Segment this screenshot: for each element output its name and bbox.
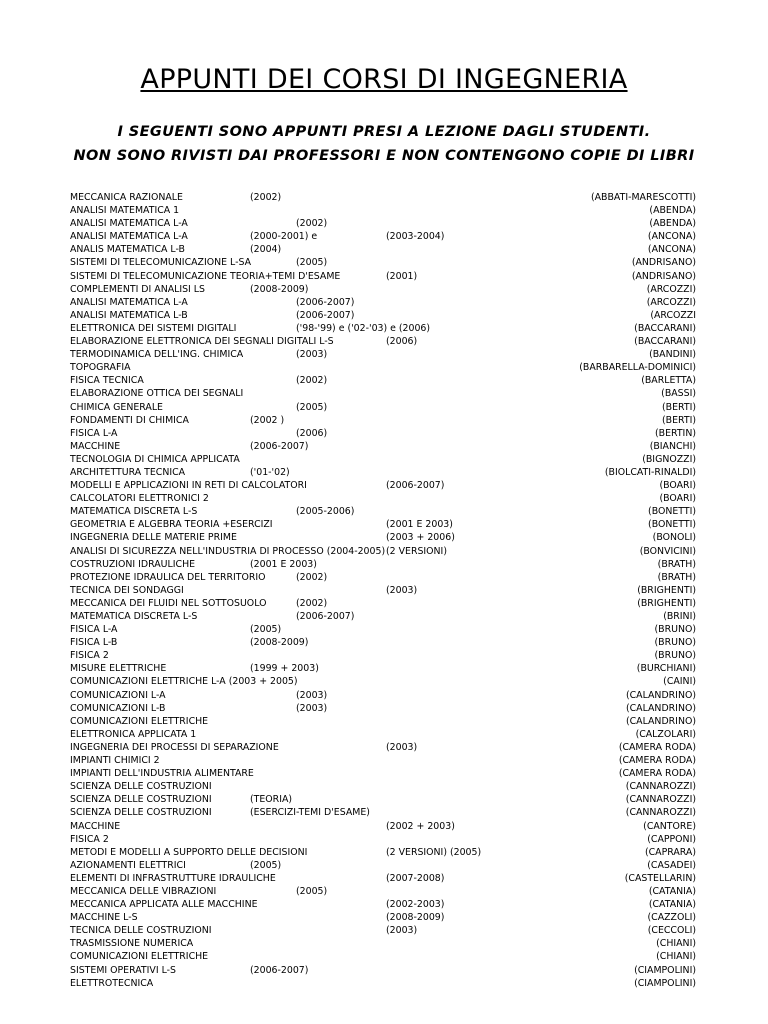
list-item [70,662,696,675]
list-item [70,414,696,427]
course-detail: (2002) [250,192,282,203]
course-list [70,191,696,990]
course-name: IMPIANTI CHIMICI 2 [70,755,160,767]
list-item [70,806,696,819]
professor-name: (BRIGHENTI) [637,597,696,609]
list-item [70,754,696,767]
professor-name: (ANCONA) [647,244,696,256]
professor-name: (BASSI) [661,388,696,400]
list-item [70,767,696,780]
list-item [70,885,696,898]
list-item [70,689,696,702]
list-item [70,479,696,492]
list-item [70,924,696,937]
list-item [70,702,696,715]
course-detail: (2002) [296,571,328,583]
list-item [70,728,696,741]
course-name: ANALIS MATEMATICA L-B [70,244,185,256]
list-item [70,296,696,309]
list-item [70,270,696,283]
list-item [70,558,696,571]
course-detail: ('98-'99) e ('02-'03) e (2006) [296,322,431,334]
list-item [70,780,696,793]
professor-name: (CANNAROZZI) [625,807,696,819]
professor-name: (CATANIA) [648,899,696,911]
list-item [70,230,696,243]
professor-name: (BRATH) [657,571,696,583]
course-detail: (2002) [296,218,328,230]
course-name: MACCHINE [70,820,121,832]
professor-name: (BRIGHENTI) [637,584,696,596]
course-name: TECNICA DELLE COSTRUZIONI [70,925,212,937]
course-name: ELETTRONICA DEI SISTEMI DIGITALI [70,322,237,334]
list-item [70,322,696,335]
list-item [70,846,696,859]
course-name: METODI E MODELLI A SUPPORTO DELLE DECISIONI [70,846,308,858]
course-name: MACCHINE L-S [70,912,138,924]
course-name: FISICA L-A [70,624,118,636]
course-name: TECNOLOGIA DI CHIMICA APPLICATA [70,453,240,465]
course-name: ANALISI MATEMATICA L-B [70,309,188,321]
course-detail: (2005) [296,401,328,413]
professor-name: (BIOLCATI-RINALDI) [604,466,696,478]
list-item [70,675,696,688]
course-name: SISTEMI OPERATIVI L-S [70,964,176,976]
professor-name: (ABENDA) [649,218,696,230]
course-name: ELETTROTECNICA [70,977,154,989]
course-name: TRASMISSIONE NUMERICA [70,938,194,950]
list-item [70,571,696,584]
professor-name: (BONOLI) [652,532,696,544]
course-name: AZIONAMENTI ELETTRICI [70,859,186,871]
professor-name: (CALANDRINO) [625,702,696,714]
list-item [70,440,696,453]
professor-name: (CASADEI) [647,859,696,871]
course-detail: ('01-'02) [250,466,290,478]
professor-name: (CIAMPOLINI) [634,977,696,989]
course-name: COMUNICAZIONI ELETTRICHE [70,951,209,963]
course-detail: (2003) [296,702,328,714]
professor-name: (CALANDRINO) [625,715,696,727]
course-detail: (2005) [250,624,282,636]
course-name: SCIENZA DELLE COSTRUZIONI [70,794,212,806]
course-name: ANALISI MATEMATICA L-A [70,231,188,243]
list-item [70,741,696,754]
list-item [70,217,696,230]
professor-name: (CANNAROZZI) [625,794,696,806]
course-detail: (2003) [386,925,418,937]
professor-name: (CAMERA RODA) [618,741,696,753]
course-name: ANALISI MATEMATICA L-A [70,296,188,308]
course-detail: (2006) [296,427,328,439]
course-name: FONDAMENTI DI CHIMICA [70,414,189,426]
course-name: FISICA L-B [70,637,118,649]
course-detail: (2008-2009) [250,637,309,649]
list-item [70,937,696,950]
list-item [70,584,696,597]
course-name: CALCOLATORI ELETTRONICI 2 [70,493,209,505]
list-item [70,256,696,269]
course-detail: (2002 ) [250,414,285,426]
list-item [70,964,696,977]
professor-name: (CALANDRINO) [625,689,696,701]
professor-name: (CAMERA RODA) [618,755,696,767]
course-detail: (2002) [296,375,328,387]
professor-name: (BRINI) [663,611,696,622]
list-item [70,531,696,544]
professor-name: (BACCARANI) [634,322,696,334]
professor-name: (CANNAROZZI) [625,781,696,793]
list-item [70,518,696,531]
professor-name: (ARCOZZI) [646,296,696,308]
list-item [70,833,696,846]
course-detail: (2002 + 2003) [386,820,455,832]
list-item [70,191,696,204]
list-item [70,820,696,833]
professor-name: (ANDRISANO) [631,257,696,269]
course-detail: (1999 + 2003) [250,663,319,675]
course-name: TERMODINAMICA DELL'ING. CHIMICA [70,349,244,361]
professor-name: (CAZZOLI) [647,912,696,924]
course-name: MACCHINE [70,440,121,452]
list-item [70,872,696,885]
professor-name: (BANDINI) [649,349,696,361]
list-item [70,309,696,322]
course-detail: (2003-2004) [386,231,445,243]
course-name: GEOMETRIA E ALGEBRA TEORIA +ESERCIZI [70,519,273,531]
course-name: FISICA L-A [70,427,118,439]
course-detail: (2006-2007) [296,296,355,308]
course-name: ANALISI MATEMATICA 1 [70,205,180,217]
list-item [70,545,696,558]
list-item [70,715,696,728]
course-detail: (2000-2001) e [250,231,318,243]
course-name: MODELLI E APPLICAZIONI IN RETI DI CALCOLATORI [70,480,307,492]
professor-name: (CAMERA RODA) [618,768,696,780]
course-name: IMPIANTI DELL'INDUSTRIA ALIMENTARE [70,768,254,780]
professor-name: (ARCOZZI) [646,283,696,295]
course-detail: (2005-2006) [296,506,355,518]
course-detail: (2006-2007) [386,480,445,492]
list-item [70,636,696,649]
course-name: FISICA 2 [70,833,109,845]
course-name: FISICA TECNICA [70,375,144,387]
course-name: COMUNICAZIONI L-B [70,702,166,714]
list-item [70,859,696,872]
course-detail: (2004) [250,244,282,256]
professor-name: (CATANIA) [648,885,696,897]
list-item [70,466,696,479]
subtitle-line-2: NON SONO RIVISTI DAI PROFESSORI E NON CONTENGONO COPIE DI LIBRI [73,148,695,164]
list-item [70,387,696,400]
list-item [70,453,696,466]
professor-name: (BIANCHI) [649,440,696,452]
course-name: INGEGNERIA DELLE MATERIE PRIME [70,532,237,544]
professor-name: (BACCARANI) [634,336,696,348]
course-name: PROTEZIONE IDRAULICA DEL TERRITORIO [70,571,266,583]
list-item [70,283,696,296]
course-name: FISICA 2 [70,650,109,662]
course-name: MECCANICA DEI FLUIDI NEL SOTTOSUOLO [70,597,267,609]
list-item [70,597,696,610]
list-item [70,204,696,217]
professor-name: (ANDRISANO) [631,270,696,282]
course-detail: (2 VERSIONI) (2005) [386,846,482,858]
course-name: COMUNICAZIONI ELETTRICHE [70,715,209,727]
course-detail: (2003) [386,741,418,753]
course-name: ELABORAZIONE OTTICA DEI SEGNALI [70,388,244,400]
course-name: ANALISI MATEMATICA L-A [70,218,188,230]
course-name: INGEGNERIA DEI PROCESSI DI SEPARAZIONE [70,741,279,753]
course-name: COSTRUZIONI IDRAULICHE [70,558,196,570]
professor-name: (ANCONA) [647,231,696,243]
professor-name: (BOARI) [659,480,696,492]
course-name: ANALISI DI SICUREZZA NELL'INDUSTRIA DI PROCESSO (2004-2005) [70,545,386,557]
professor-name: (BARBARELLA-DOMINICI) [579,362,696,374]
course-detail: (2003) [296,689,328,701]
list-item [70,401,696,414]
course-detail: (2002) [296,597,328,609]
list-item [70,911,696,924]
professor-name: (BONETTI) [648,506,696,518]
professor-name: (BRUNO) [654,624,696,636]
course-detail: (2002-2003) [386,899,445,911]
course-detail: (2006-2007) [250,440,309,452]
course-detail: (2006) [386,336,418,348]
course-detail: (2006-2007) [296,309,355,321]
course-detail: (2003) [386,584,418,596]
professor-name: (BRUNO) [654,650,696,662]
course-name: MATEMATICA DISCRETA L-S [70,611,198,622]
list-item [70,505,696,518]
course-name: COMUNICAZIONI ELETTRICHE L-A (2003 + 2005) [70,676,298,688]
course-name: TOPOGRAFIA [70,362,131,374]
course-name: MATEMATICA DISCRETA L-S [70,506,198,518]
professor-name: (BOARI) [659,493,696,505]
professor-name: (BRATH) [657,558,696,570]
professor-name: (BERTIN) [654,427,696,439]
professor-name: (BRUNO) [654,637,696,649]
course-name: TECNICA DEI SONDAGGI [70,584,184,596]
page-title: APPUNTI DEI CORSI DI INGEGNERIA [140,64,628,95]
professor-name: (CALZOLARI) [635,728,696,740]
course-name: SCIENZA DELLE COSTRUZIONI [70,807,212,819]
course-name: SISTEMI DI TELECOMUNICAZIONE L-SA [70,257,251,269]
list-item [70,374,696,387]
course-detail: (2006-2007) [296,611,355,622]
list-item [70,977,696,990]
course-detail: (2005) [250,859,282,871]
course-name: MISURE ELETTRICHE [70,663,167,675]
professor-name: (CAPPONI) [647,833,696,845]
course-detail: (2005) [296,257,328,269]
course-name: ELETTRONICA APPLICATA 1 [70,728,197,740]
course-detail: (2001) [386,270,418,282]
list-item [70,610,696,623]
list-item [70,348,696,361]
course-name: ARCHITETTURA TECNICA [70,466,186,478]
course-detail: (TEORIA) [250,794,293,806]
course-name: MECCANICA APPLICATA ALLE MACCHINE [70,899,258,911]
course-name: SCIENZA DELLE COSTRUZIONI [70,781,212,793]
professor-name: (BERTI) [662,414,696,426]
professor-name: (CECCOLI) [647,925,696,937]
professor-name: (BIGNOZZI) [642,453,696,465]
list-item [70,623,696,636]
course-detail: (2 VERSIONI) [386,545,447,557]
course-name: MECCANICA DELLE VIBRAZIONI [70,885,217,897]
list-item [70,427,696,440]
course-detail: (2008-2009) [386,912,445,924]
professor-name: (CHIANI) [656,938,696,950]
subtitle-line-1: I SEGUENTI SONO APPUNTI PRESI A LEZIONE DAGLI STUDENTI. [117,124,651,140]
list-item [70,361,696,374]
list-item [70,898,696,911]
list-item [70,793,696,806]
course-name: COMPLEMENTI DI ANALISI LS [70,283,205,295]
course-name: COMUNICAZIONI L-A [70,689,166,701]
course-detail: (2003) [296,349,328,361]
professor-name: (BONVICINI) [639,545,696,557]
course-detail: (2003 + 2006) [386,532,455,544]
course-name: SISTEMI DI TELECOMUNICAZIONE TEORIA+TEMI D'ESAME [70,270,341,282]
course-name: ELABORAZIONE ELETTRONICA DEI SEGNALI DIGITALI L-S [70,336,334,348]
professor-name: (CASTELLARIN) [624,872,696,884]
list-item [70,649,696,662]
professor-name: (CIAMPOLINI) [634,964,696,976]
course-name: MECCANICA RAZIONALE [70,192,183,203]
course-detail: (2001 E 2003) [250,558,317,570]
course-detail: (2006-2007) [250,964,309,976]
professor-name: (BARLETTA) [641,375,696,387]
list-item [70,335,696,348]
list-item [70,492,696,505]
professor-name: (CAINI) [663,676,696,688]
professor-name: (ARCOZZI [650,309,696,321]
list-item [70,950,696,963]
course-detail: (2008-2009) [250,283,309,295]
course-name: ELEMENTI DI INFRASTRUTTURE IDRAULICHE [70,872,276,884]
professor-name: (CAPRARA) [644,846,696,858]
professor-name: (CHIANI) [656,951,696,963]
professor-name: (CANTORE) [643,820,696,832]
professor-name: (BURCHIANI) [636,663,696,675]
professor-name: (BERTI) [662,401,696,413]
professor-name: (ABBATI-MARESCOTTI) [590,192,696,203]
course-detail: (2005) [296,885,328,897]
course-detail: (2001 E 2003) [386,519,453,531]
professor-name: (ABENDA) [649,205,696,217]
course-detail: (2007-2008) [386,872,445,884]
course-detail: (ESERCIZI-TEMI D'ESAME) [250,807,370,819]
list-item [70,243,696,256]
course-name: CHIMICA GENERALE [70,401,163,413]
professor-name: (BONETTI) [648,519,696,531]
